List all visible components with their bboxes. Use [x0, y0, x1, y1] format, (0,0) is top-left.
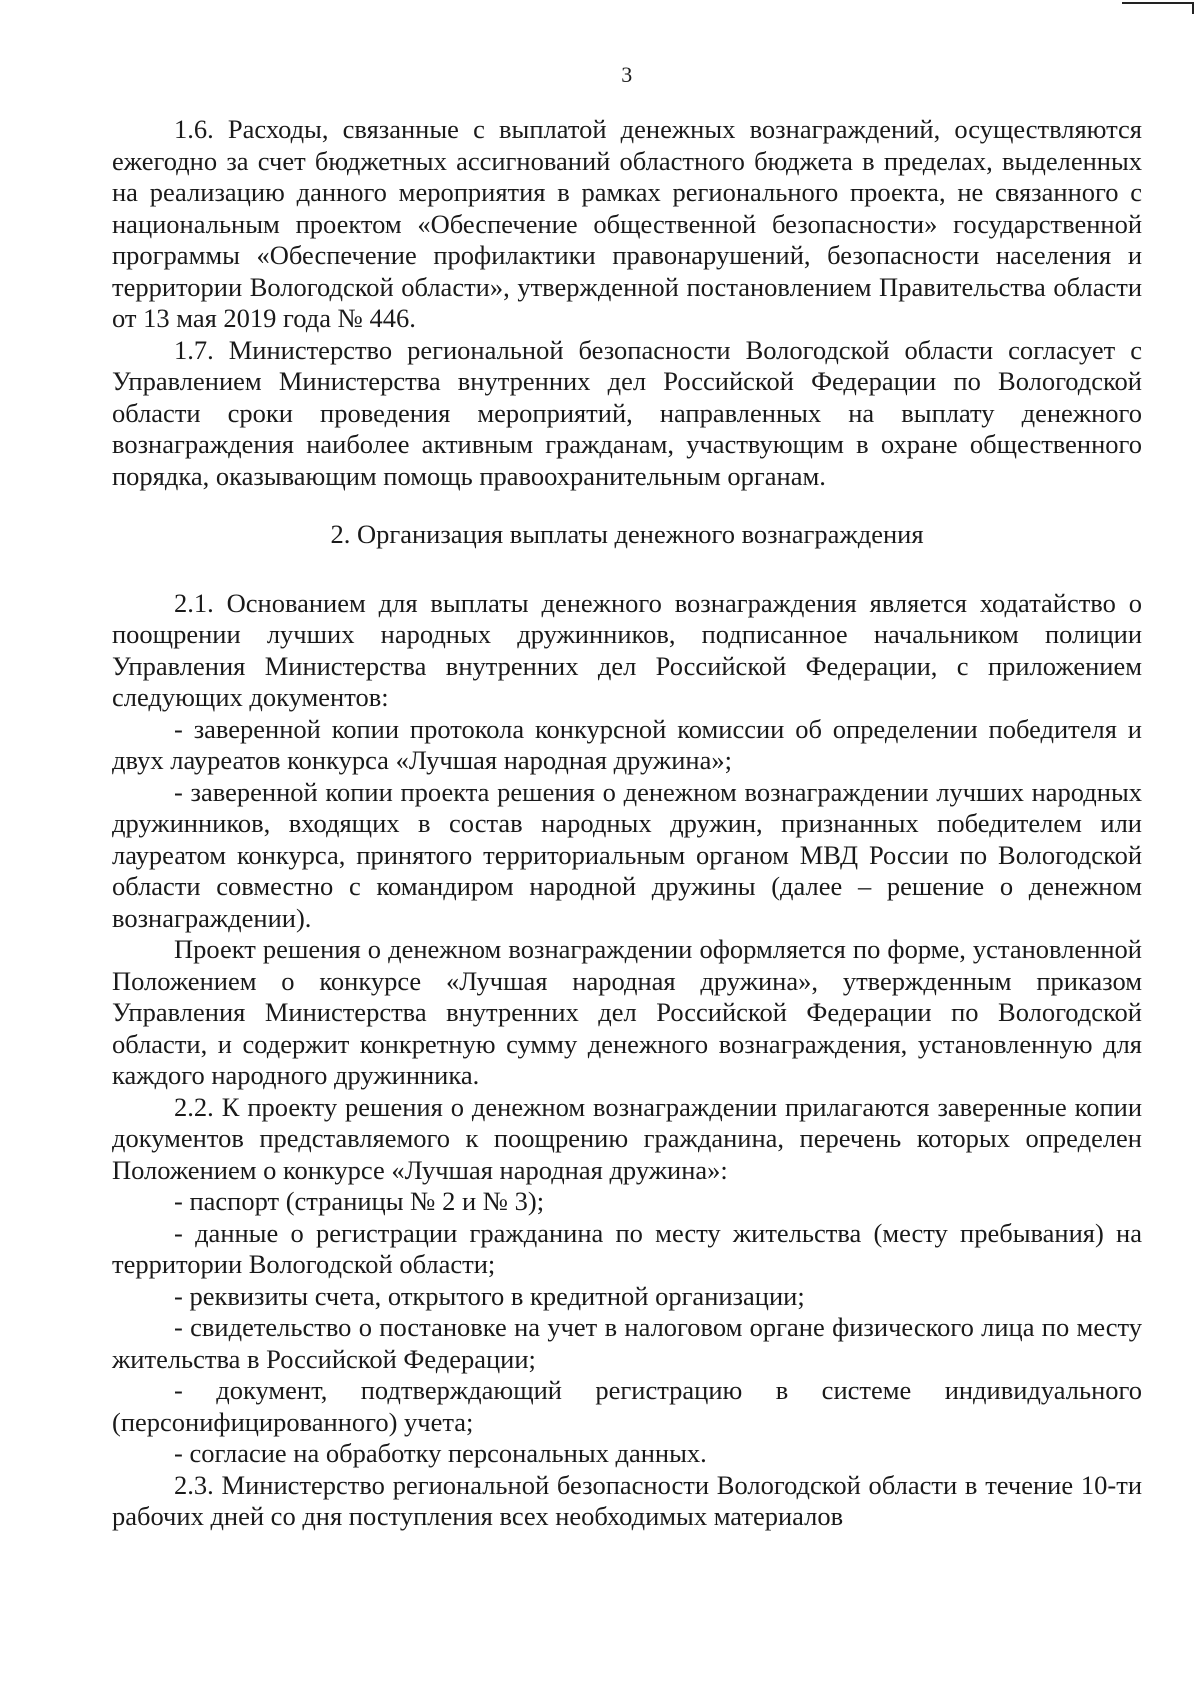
paragraph-2-1: 2.1. Основанием для выплаты денежного вознаграждения является ходатайство о поощрении лучших народных дружинников, подписанное начальником полиции Управления Министерства внутренних дел Российской Федерации, с приложением следующих документов: [112, 587, 1142, 712]
list-item: - согласие на обработку персональных данных. [174, 1438, 707, 1468]
document-body [112, 62, 1142, 1533]
paragraph-1-6: 1.6. Расходы, связанные с выплатой денежных вознаграждений, осуществляются ежегодно за счет бюджетных ассигнований областного бюджета в пределах, выделенных на реализацию данного мероприятия в рамках регионального проекта, не связанного с национальным проектом «Обеспечение общественной безопасности» государственной программы «Обеспечение профилактики правонарушений, безопасности населения и территории Вологодской области», утвержденной постановлением Правительства области от 13 мая 2019 года № 446. [112, 114, 1142, 333]
list-item: - заверенной копии протокола конкурсной комиссии об определении победителя и двух лауреатов конкурса «Лучшая народная дружина»; [112, 713, 1142, 775]
list-item: - данные о регистрации гражданина по месту жительства (месту пребывания) на территории Вологодской области; [112, 1217, 1142, 1279]
paragraph-2-1-form: Проект решения о денежном вознаграждении оформляется по форме, установленной Положением о конкурсе «Лучшая народная дружина», утвержденным приказом Управления Министерства внутренних дел Российской Федерации по Вологодской области, и содержит конкретную сумму денежного вознаграждения, установленную для каждого народного дружинника. [112, 934, 1142, 1090]
corner-crop-mark [1122, 2, 1194, 14]
list-item: - документ, подтверждающий регистрацию в системе индивидуального (персонифицированного) учета; [112, 1375, 1142, 1437]
section-2-heading: 2. Организация выплаты денежного вознаграждения [330, 519, 924, 549]
list-item: - реквизиты счета, открытого в кредитной организации; [174, 1280, 805, 1311]
paragraph-2-3: 2.3. Министерство региональной безопасности Вологодской области в течение 10-ти рабочих дней со дня поступления всех необходимых материалов [112, 1469, 1142, 1531]
list-item: - свидетельство о постановке на учет в налоговом органе физического лица по месту жительства в Российской Федерации; [112, 1312, 1142, 1374]
paragraph-1-7: 1.7. Министерство региональной безопасности Вологодской области согласует с Управлением Министерства внутренних дел Российской Федерации по Вологодской области сроки проведения мероприятий, направленных на выплату денежного вознаграждения наиболее активным гражданам, участвующим в охране общественного порядка, оказывающим помощь правоохранительным органам. [112, 334, 1142, 491]
paragraph-2-2: 2.2. К проекту решения о денежном вознаграждении прилагаются заверенные копии документов представляемого к поощрению гражданина, перечень которых определен Положением о конкурсе «Лучшая народная дружина»: [112, 1091, 1142, 1185]
page-number: 3 [621, 62, 633, 87]
list-item: - заверенной копии проекта решения о денежном вознаграждении лучших народных дружинников, входящих в состав народных дружин, признанных победителем или лауреатом конкурса, принятого территориальным органом МВД России по Вологодской области совместно с командиром народной дружины (далее – решение о денежном вознаграждении). [112, 776, 1142, 933]
list-item: - паспорт (страницы № 2 и № 3); [174, 1186, 545, 1216]
